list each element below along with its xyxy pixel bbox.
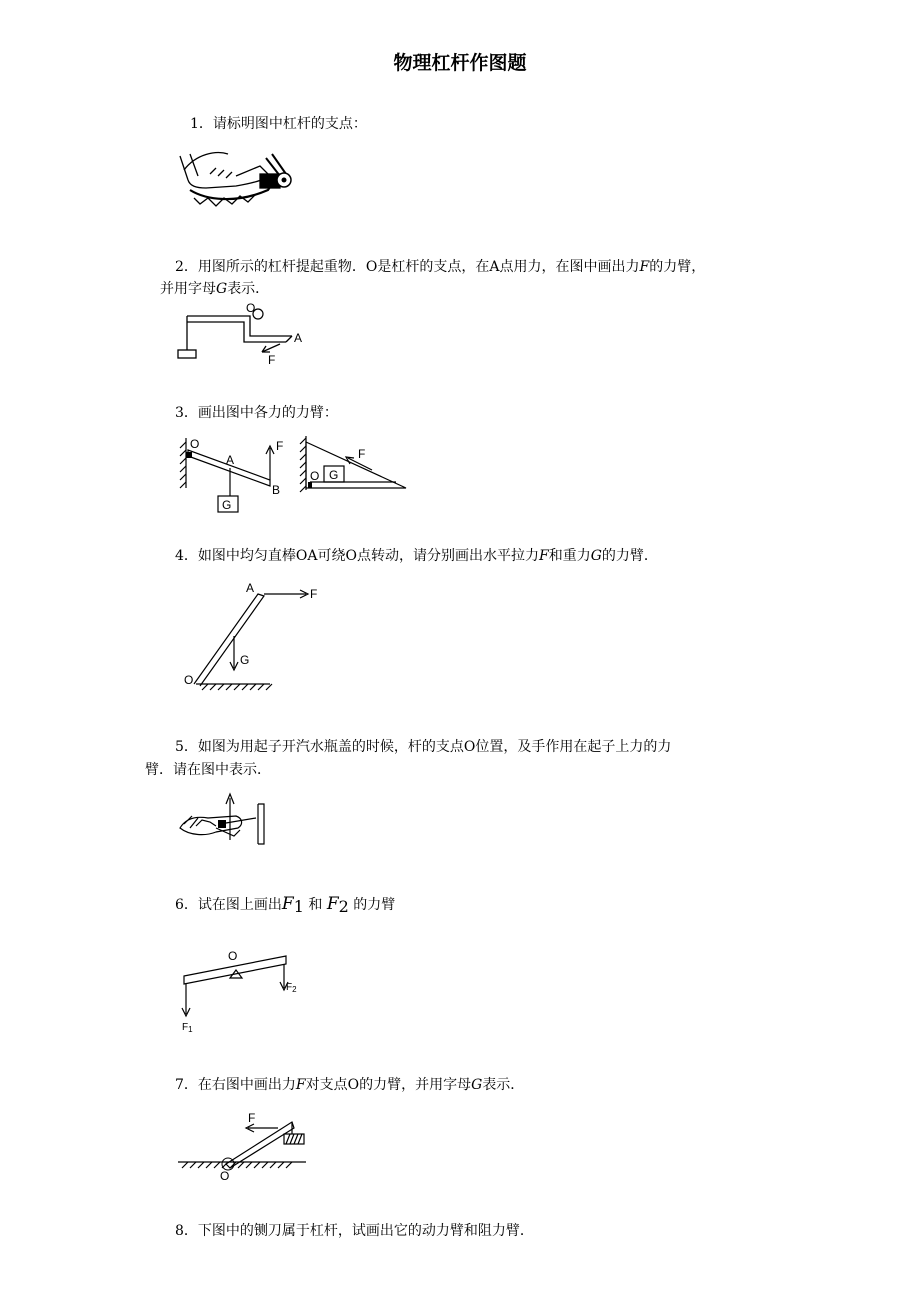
label-f: F (248, 1111, 256, 1125)
question-7: 7．在右图中画出力F对支点O的力臂，并用字母G表示． (175, 1077, 525, 1093)
question-1: 1．请标明图中杠杆的支点： (190, 116, 367, 132)
label-f: F (310, 587, 318, 601)
question-6: 6．试在图上画出F1 和 F2 的力臂 (175, 894, 396, 916)
label-a: A (246, 581, 255, 595)
question-8: 8．下图中的铡刀属于杠杆，试画出它的动力臂和阻力臂． (175, 1223, 534, 1239)
label-o: O (310, 469, 320, 483)
question-4: 4．如图中均匀直棒OA可绕O点转动，请分别画出水平拉力F和重力G的力臂． (175, 548, 658, 564)
label-a: A (226, 453, 235, 467)
figure-2-lever (174, 301, 314, 370)
figure-4-rod (178, 580, 328, 692)
label-g: G (222, 498, 232, 512)
question-5: 5．如图为用起子开汽水瓶盖的时候，杆的支点O位置，及手作用在起子上力的力 (175, 739, 672, 755)
question-2: 2．用图所示的杠杆提起重物．O是杠杆的支点，在A点用力，在图中画出力F的力臂， (175, 259, 706, 275)
label-g: G (240, 653, 250, 667)
figure-3a-lever (178, 436, 293, 518)
label-o: O (220, 1169, 230, 1183)
label-o: O (246, 301, 256, 315)
page-title: 物理杠杆作图题 (393, 52, 527, 74)
label-g: G (329, 468, 339, 482)
label-a: A (294, 331, 303, 345)
label-f: F (276, 439, 284, 453)
figure-1-shoe-pedal (176, 146, 296, 222)
label-f2: $F_2$ (286, 982, 297, 994)
label-o: O (184, 673, 194, 687)
label-o: O (228, 949, 238, 963)
figure-6-seesaw (176, 944, 306, 1036)
question-5-line2: 臂．请在图中表示． (145, 762, 271, 778)
question-2-line2: 并用字母G表示． (160, 281, 270, 297)
label-o: O (190, 437, 200, 451)
label-f: F (358, 447, 366, 461)
label-f: F (268, 353, 276, 367)
label-f1: $F_1$ (182, 1022, 193, 1034)
label-b: B (272, 483, 281, 497)
question-3: 3．画出图中各力的力臂： (175, 405, 338, 421)
figure-7-lever (176, 1108, 312, 1184)
figure-3b-wedge (296, 434, 414, 496)
figure-5-bottle-opener (176, 790, 272, 852)
